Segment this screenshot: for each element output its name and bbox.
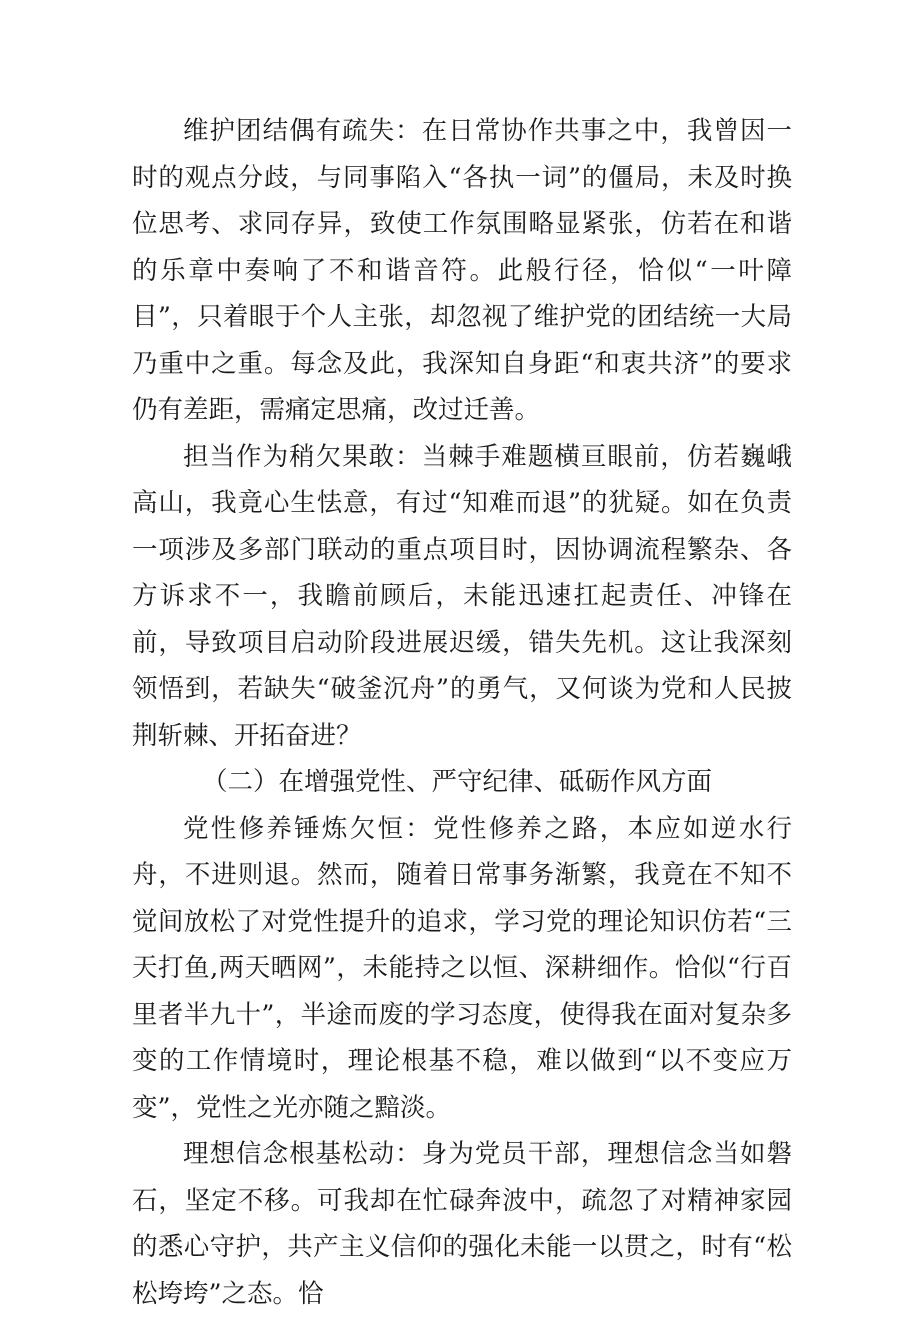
paragraph-ideals: 理想信念根基松动：身为党员干部，理想信念当如磐石，坚定不移。可我却在忙碌奔波中，疏忽了对精神家园的悉心守护，共产主义信仰的强化未能一以贯之，时有“松松垮垮”之态。恰 — [132, 1139, 792, 1309]
paragraph-party-spirit: 党性修养锤炼欠恒：党性修养之路，本应如逆水行舟，不进则退。然而，随着日常事务渐繁，我竟在不知不觉间放松了对党性提升的追求，学习党的理论知识仿若“三天打鱼,两天晒网”，未能持之以恒、深耕细作。恰似“行百里者半九十”，半途而废的学习态度，使得我在面对复杂多变的工作情境时，理论根基不稳，难以做到“以不变应万变”，党性之光亦随之黯淡。 — [132, 813, 792, 1123]
paragraph-responsibility: 担当作为稍欠果敢：当棘手难题横亘眼前，仿若巍峨高山，我竟心生怯意，有过“知难而退”的犹疑。如在负责一项涉及多部门联动的重点项目时，因协调流程繁杂、各方诉求不一，我瞻前顾后，未能迅速扛起责任、冲锋在前，导致项目启动阶段进展迟缓，错失先机。这让我深刻领悟到，若缺失“破釜沉舟”的勇气，又何谈为党和人民披荆斩棘、开拓奋进？ — [132, 441, 792, 751]
paragraph-unity: 维护团结偶有疏失：在日常协作共事之中，我曾因一时的观点分歧，与同事陷入“各执一词”的僵局，未及时换位思考、求同存异，致使工作氛围略显紧张，仿若在和谐的乐章中奏响了不和谐音符。此般行径，恰似“一叶障目”，只着眼于个人主张，却忽视了维护党的团结统一大局乃重中之重。每念及此，我深知自身距“和衷共济”的要求仍有差距，需痛定思痛，改过迁善。 — [132, 116, 792, 425]
section-heading: （二）在增强党性、严守纪律、砥砺作风方面 — [202, 767, 713, 797]
document-body — [132, 108, 792, 1317]
